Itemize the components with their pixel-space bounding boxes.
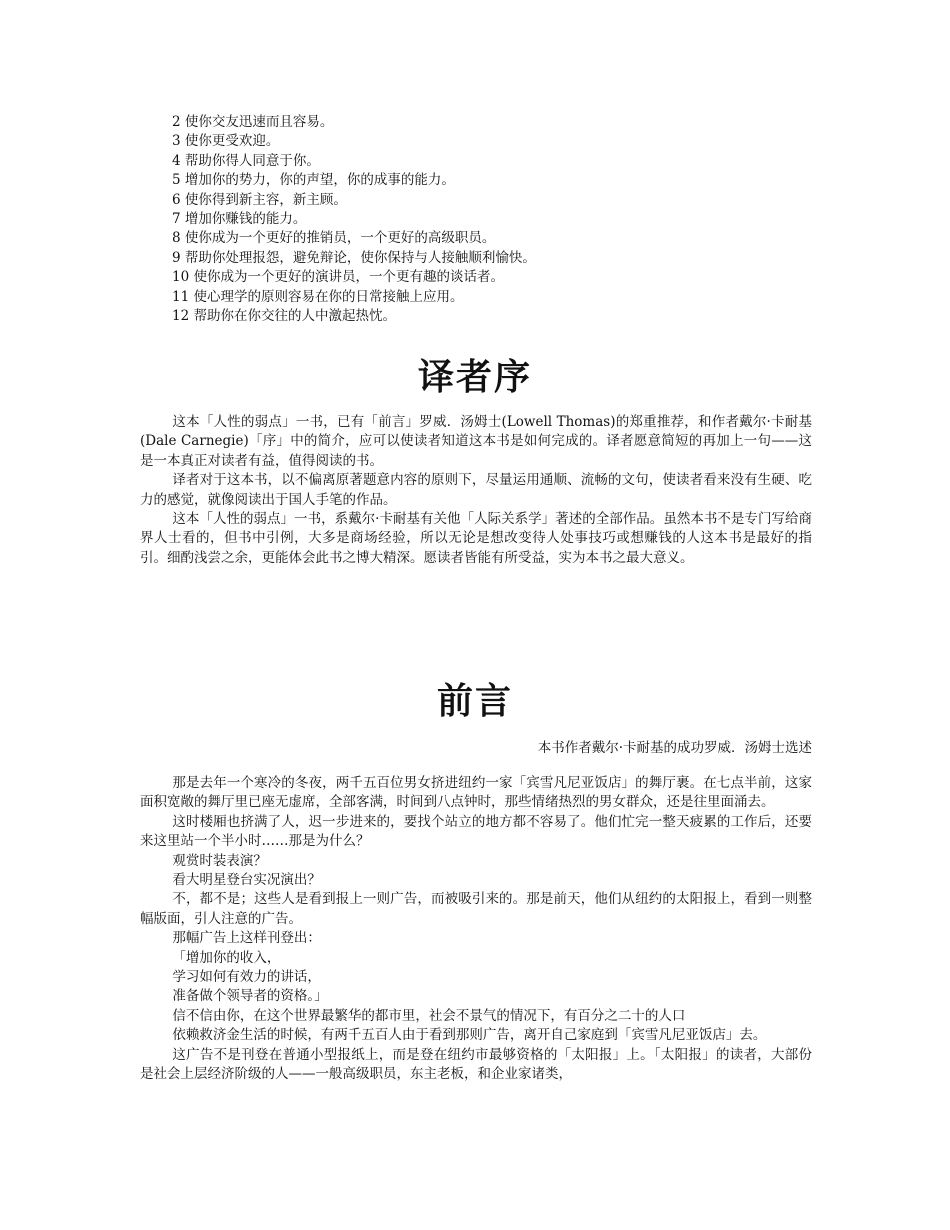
list-item: 11 使心理学的原则容易在你的日常接触上应用。: [172, 288, 464, 305]
paragraph: 这广告不是刊登在普通小型报纸上，而是登在纽约市最够资格的「太阳报」上。「太阳报」的读者，大部份是社会上层经济阶级的人——一般高级职员，东主老板，和企业家诸类，: [140, 1046, 812, 1083]
paragraph: 观赏时装表演？: [172, 852, 267, 869]
translator-preface-body: [140, 413, 812, 568]
foreword-body: [140, 774, 812, 1085]
paragraph: 那是去年一个寒冷的冬夜，两千五百位男女挤进纽约一家「宾雪凡尼亚饭店」的舞厅裹。在七点半前，这家面积宽敞的舞厅里已座无虚席，全部客满，时间到八点钟时，那些情绪热烈的男女群众，还是往里面涌去。: [140, 775, 812, 811]
paragraph: 这本「人性的弱点」一书，已有「前言」罗威．汤姆士(Lowell Thomas)的郑重推荐，和作者戴尔·卡耐基(Dale Carnegie)「序」中的简介，应可以使读者知道这本书是如何完成的。译者愿意简短的再加上一句——这是一本真正对读者有益，值得阅读的书。: [140, 414, 812, 469]
foreword-byline: 本书作者戴尔·卡耐基的成功罗威．汤姆士选述: [537, 740, 812, 756]
list-item: 6 使你得到新主容，新主顾。: [172, 191, 347, 208]
paragraph: 这本「人性的弱点」一书，系戴尔·卡耐基有关他「人际关系学」著述的全部作品。虽然本书不是专门写给商界人士看的，但书中引例，大多是商场经验，所以无论是想改变待人处事技巧或想赚钱的人这本书是最好的指引。细酌浅尝之余，更能体会此书之博大精深。愿读者皆能有所受益，实为本书之最大意义。: [140, 511, 812, 566]
paragraph: 信不信由你，在这个世界最繁华的都市里，社会不景气的情况下，有百分之二十的人口: [172, 1007, 686, 1024]
list-item: 10 使你成为一个更好的演讲员，一个更有趣的谈话者。: [172, 269, 504, 286]
quote-line: 「增加你的收入，: [172, 949, 281, 966]
list-item: 4 帮助你得人同意于你。: [172, 152, 320, 169]
list-item: 2 使你交友迅速而且容易。: [172, 114, 334, 130]
list-item: 8 使你成为一个更好的推销员，一个更好的高级职员。: [172, 230, 496, 247]
list-item: 12 帮助你在你交往的人中激起热忱。: [172, 308, 396, 325]
paragraph: 译者对于这本书，以不偏离原著题意内容的原则下，尽量运用通顺、流畅的文句，使读者看来没有生硬、吃力的感觉，就像阅读出于国人手笔的作品。: [140, 472, 812, 508]
paragraph: 依赖救济金生活的时候，有两千五百人由于看到那则广告，离开自己家庭到「宾雪凡尼亚饭店」去。: [172, 1027, 767, 1044]
list-item: 5 增加你的势力，你的声望，你的成事的能力。: [172, 172, 455, 189]
paragraph: 看大明星登台实况演出？: [172, 872, 321, 889]
paragraph: 这时楼厢也挤满了人，迟一步进来的，要找个站立的地方都不容易了。他们忙完一整天疲累的工作后，还要来这里站一个半小时……那是为什么？: [140, 813, 812, 850]
foreword-title: 前言: [436, 680, 513, 722]
list-item: 7 增加你赚钱的能力。: [172, 211, 307, 228]
list-item: 9 帮助你处理报怨，避免辩论，使你保持与人接触顺利愉快。: [172, 249, 536, 266]
paragraph: 那幅广告上这样刊登出：: [172, 930, 321, 947]
quote-line: 准备做个领导者的资格。」: [172, 988, 328, 1005]
paragraph: 不，都不是；这些人是看到报上一则广告，而被吸引来的。那是前天，他们从纽约的太阳报上，看到一则整幅版面，引人注意的广告。: [140, 891, 812, 927]
list-item: 3 使你更受欢迎。: [172, 133, 280, 150]
translator-preface-title: 译者序: [417, 356, 532, 398]
quote-line: 学习如何有效力的讲话，: [172, 969, 321, 986]
benefits-list: [172, 113, 812, 326]
